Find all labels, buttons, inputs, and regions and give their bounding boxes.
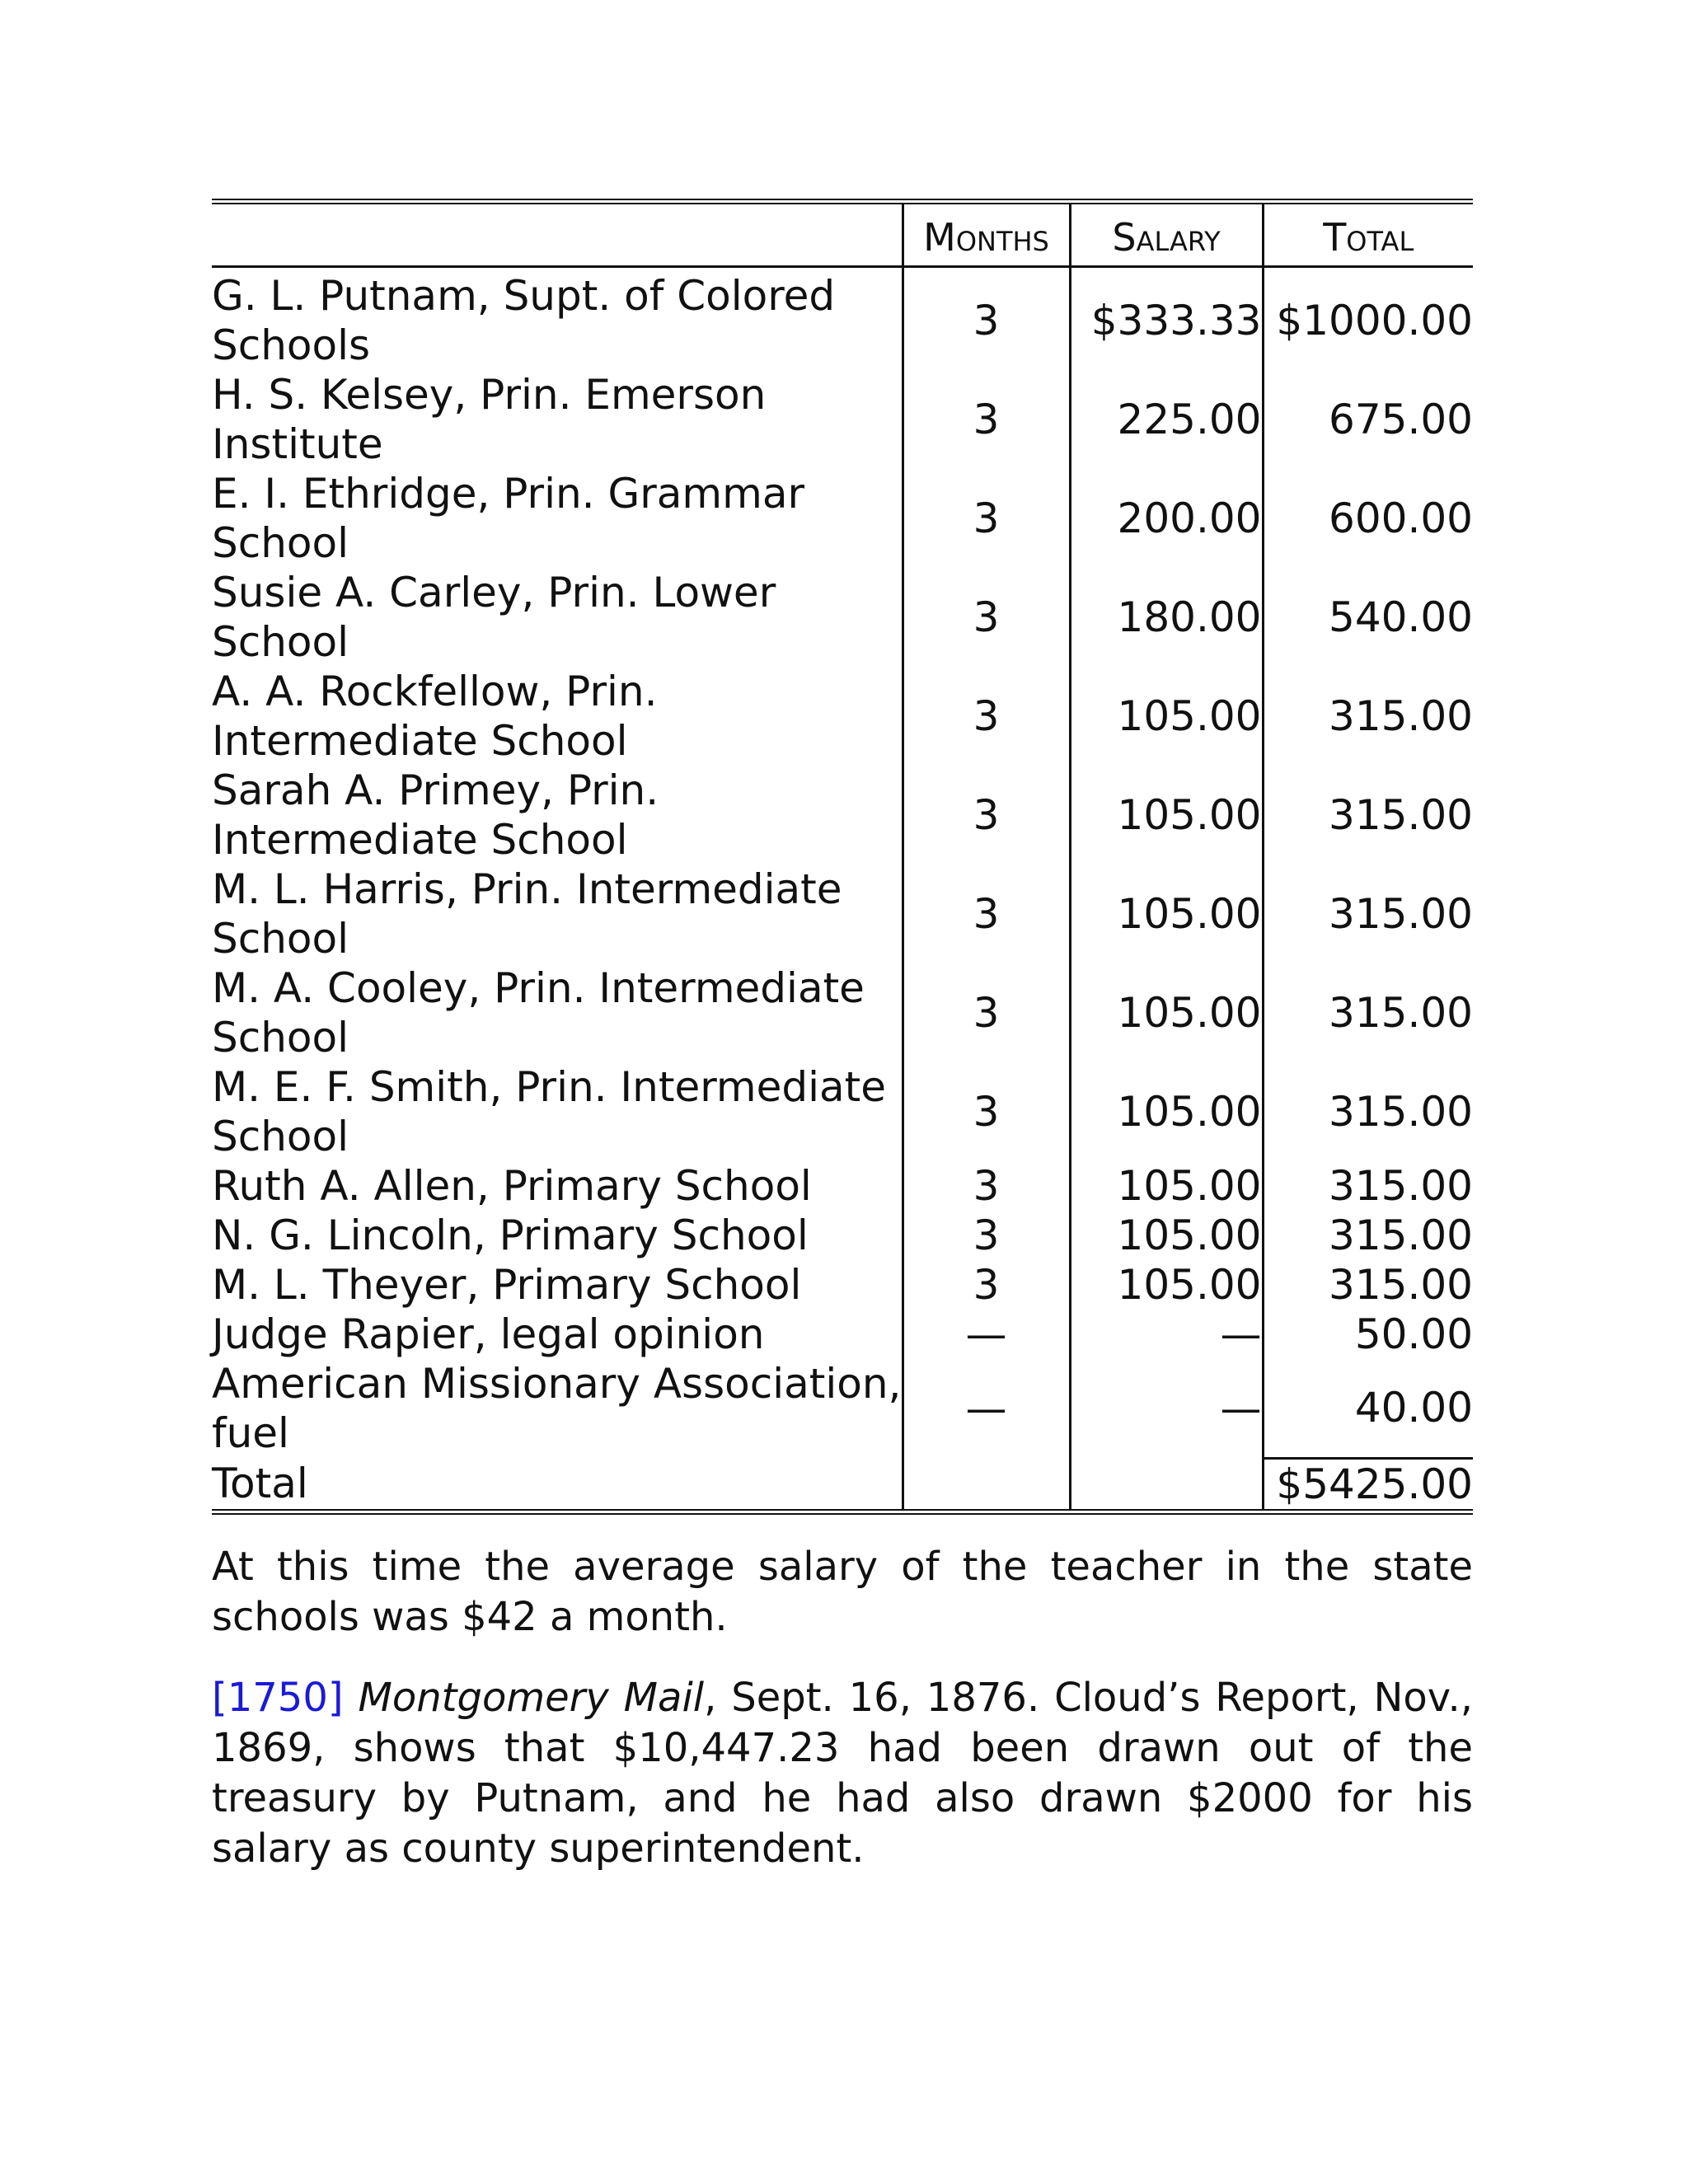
salary-cell: 105.00	[1070, 963, 1263, 1062]
table-row	[212, 963, 1473, 1062]
total-cell: $1000.00	[1276, 297, 1473, 344]
total-cell: 540.00	[1329, 593, 1473, 641]
total-cell: 315.00	[1329, 1162, 1473, 1210]
salary-cell: —	[1070, 1359, 1263, 1458]
table-row	[212, 568, 1473, 667]
salary-cell: 105.00	[1070, 766, 1263, 865]
salary-cell: 105.00	[1070, 1062, 1263, 1161]
total-cell: 315.00	[1329, 1261, 1473, 1309]
total-cell: 315.00	[1329, 989, 1473, 1037]
total-cell: 315.00	[1329, 890, 1473, 938]
name-cell: N. G. Lincoln, Primary School	[212, 1211, 903, 1260]
name-cell: A. A. Rockfellow, Prin. Intermediate School	[212, 667, 903, 766]
page	[212, 199, 1473, 1874]
header-months-label: Months	[923, 214, 1049, 260]
months-cell: 3	[903, 963, 1070, 1062]
total-cell: 315.00	[1329, 791, 1473, 839]
months-cell: 3	[903, 1062, 1070, 1161]
footnote-paragraph	[212, 1673, 1473, 1874]
name-cell: M. L. Theyer, Primary School	[212, 1260, 903, 1310]
header-total-label: Total	[1323, 214, 1414, 260]
table-row	[212, 1062, 1473, 1161]
months-cell: 3	[903, 469, 1070, 568]
journal-title: Montgomery Mail	[358, 1674, 705, 1721]
months-cell: 3	[903, 1161, 1070, 1211]
months-cell-empty	[903, 1458, 1070, 1511]
salary-cell: 180.00	[1070, 568, 1263, 667]
table-row	[212, 1310, 1473, 1359]
table-row	[212, 667, 1473, 766]
salary-cell: 105.00	[1070, 1260, 1263, 1310]
total-cell: 50.00	[1354, 1310, 1473, 1358]
months-cell: 3	[903, 865, 1070, 963]
salary-cell: 105.00	[1070, 667, 1263, 766]
name-cell: E. I. Ethridge, Prin. Grammar School	[212, 469, 903, 568]
name-cell: American Missionary Association, fuel	[212, 1360, 902, 1457]
header-total	[1263, 202, 1473, 267]
total-row	[212, 1458, 1473, 1511]
months-cell: 3	[903, 267, 1070, 371]
table-row	[212, 370, 1473, 469]
name-cell: Ruth A. Allen, Primary School	[212, 1161, 903, 1211]
total-cell: 40.00	[1263, 1359, 1473, 1458]
salary-cell: $333.33	[1070, 267, 1263, 371]
name-cell: M. A. Cooley, Prin. Intermediate School	[212, 963, 903, 1062]
name-cell: M. E. F. Smith, Prin. Intermediate School	[212, 1062, 903, 1161]
total-cell: 315.00	[1329, 1088, 1473, 1136]
table-row	[212, 469, 1473, 568]
total-cell: 600.00	[1329, 494, 1473, 542]
grand-total-cell: $5425.00	[1276, 1460, 1473, 1508]
table-row	[212, 1359, 1473, 1458]
total-cell: 315.00	[1329, 692, 1473, 740]
salary-cell: 200.00	[1070, 469, 1263, 568]
table-row	[212, 1260, 1473, 1310]
name-cell: Sarah A. Primey, Prin. Intermediate School	[212, 766, 903, 865]
name-cell: M. L. Harris, Prin. Intermediate School	[212, 865, 903, 963]
salary-cell: 105.00	[1070, 865, 1263, 963]
total-cell: 675.00	[1329, 396, 1473, 443]
months-cell: 3	[903, 568, 1070, 667]
name-cell: G. L. Putnam, Supt. of Colored Schools	[212, 267, 903, 371]
months-cell: 3	[903, 1260, 1070, 1310]
name-cell: Judge Rapier, legal opinion	[212, 1310, 903, 1359]
months-cell: 3	[903, 370, 1070, 469]
months-cell: 3	[903, 766, 1070, 865]
total-label: Total	[212, 1458, 903, 1511]
table-row	[212, 1161, 1473, 1211]
header-salary-label: Salary	[1112, 214, 1221, 260]
total-cell: 315.00	[1329, 1212, 1473, 1259]
salary-cell: 105.00	[1070, 1211, 1263, 1260]
salary-cell-empty	[1070, 1458, 1263, 1511]
header-name-cell	[212, 202, 903, 267]
footnote-text: , Sept. 16, 1876. Cloud’s Report, Nov., 1869, shows that $10,447.23 had been drawn out of the treasury by Putnam, and he had also drawn $2000 for his salary as county superintendent.	[212, 1674, 1473, 1872]
name-cell: H. S. Kelsey, Prin. Emerson Institute	[212, 370, 903, 469]
name-cell: Susie A. Carley, Prin. Lower School	[212, 568, 903, 667]
table-row	[212, 1211, 1473, 1260]
paragraph-average-salary: At this time the average salary of the teacher in the state schools was $42 a month.	[212, 1543, 1473, 1640]
table-row	[212, 267, 1473, 371]
months-cell: 3	[903, 667, 1070, 766]
salary-cell: —	[1070, 1310, 1263, 1359]
months-cell: —	[903, 1359, 1070, 1458]
months-cell: —	[903, 1310, 1070, 1359]
table-row	[212, 766, 1473, 865]
header-salary	[1070, 202, 1263, 267]
table-row	[212, 865, 1473, 963]
header-months	[903, 202, 1070, 267]
header-row	[212, 202, 1473, 267]
salary-table	[212, 199, 1473, 1515]
salary-cell: 105.00	[1070, 1161, 1263, 1211]
months-cell: 3	[903, 1211, 1070, 1260]
salary-cell: 225.00	[1070, 370, 1263, 469]
footnote-reference-link[interactable]: [1750]	[212, 1674, 344, 1721]
